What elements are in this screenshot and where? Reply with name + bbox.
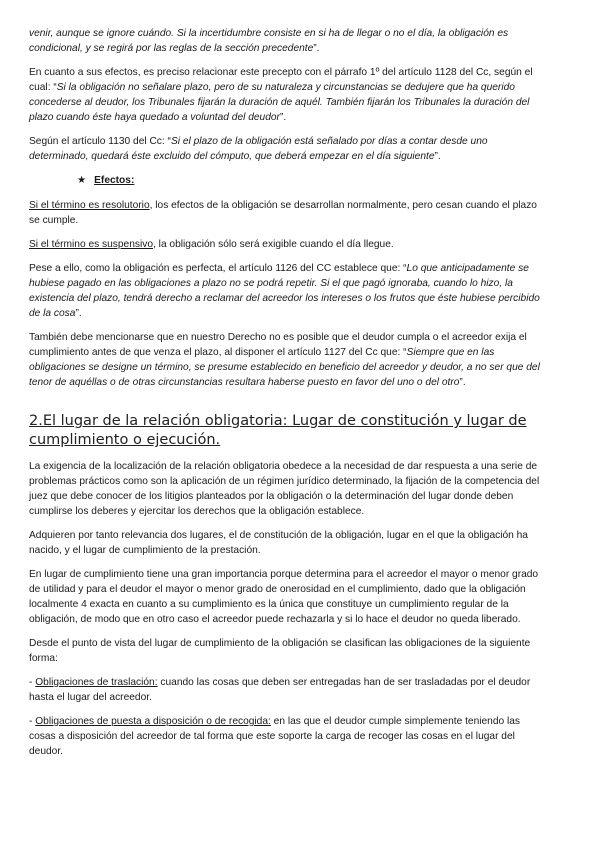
suspensivo-rest: , la obligación sólo será exigible cuando el día llegue. [153,239,394,250]
art1126-end: ”. [75,308,82,319]
suspensivo-paragraph [29,237,548,252]
list-dash: - [29,716,36,727]
clasificacion-paragraph: Desde el punto de vista del lugar de cumplimiento de la obligación se clasifican las obligaciones de la siguiente forma: [29,638,531,664]
efectos-end: ”. [279,112,287,123]
importancia-paragraph: En lugar de cumplimiento tiene una gran importancia porque determina para el acreedor el mayor o menor grado de utilidad y para el deudor el mayor o menor grado de onerosidad en el cumplimiento, dado que la obligación localmente 4 exacta en cuanto a su cumplimiento es la única que constituye un cumplimiento regular de la obligación, de modo que en otro caso el acreedor puede rechazarla y si lo hace el deudor no queda liberado. [29,569,539,625]
art1126-intro: Pese a ello, como la obligación es perfecta, el artículo 1126 del CC establece que: “ [29,263,407,274]
top-paragraph-end: ”. [313,43,320,54]
resolutorio-term: Si el término es resolutorio [29,200,150,211]
recogida-term: Obligaciones de puesta a disposición o de recogida: [35,716,271,727]
art1127-intro: También debe mencionarse que en nuestro Derecho no es posible que el deudor cumpla o el acreedor exija el cumplimiento antes de que venza el plazo, al disponer el artículo 1127 del Cc que: “ [29,332,527,358]
art1127-end: ”. [459,377,466,388]
art1130-intro: Según el artículo 1130 del Cc: “ [29,136,171,147]
efectos-intro: En cuanto a sus efectos, es preciso relacionar este precepto con el párrafo 1º del artículo 1128 del Cc, según el cual: “ [29,67,533,93]
art1127-paragraph [29,330,548,390]
art1126-paragraph [29,261,548,321]
top-paragraph [29,26,548,56]
effects-heading-label: Efectos: [94,175,135,186]
art1130-paragraph [29,134,548,164]
list-item-traslacion [29,675,548,705]
list-item-recogida [29,714,548,759]
section-title: 2.El lugar de la relación obligatoria: Lugar de constitución y lugar de cumplimiento o ejecución. [29,413,527,448]
traslacion-term: Obligaciones de traslación: [35,677,158,688]
list-dash: - [29,677,36,688]
localizacion-paragraph: La exigencia de la localización de la relación obligatoria obedece a la necesidad de dar respuesta a una serie de problemas prácticos como son la aplicación de un régimen jurídico determinado, la fijación de la competencia del juez que debe conocer de los litigios planteados por la obligación o la determinación del lugar donde deben cumplirse los deberes y ejercitar los derechos que la obligación establece. [29,461,540,517]
efectos-quote: Si la obligación no señalare plazo, pero de su naturaleza y circunstancias se dedujere que ha querido concederse al deudor, los Tribunales fijarán la duración de aquél. También fijarán los Tribunales la duración del plazo cuando éste haya quedado a voluntad del deudor [29,82,530,123]
traslacion-rest: cuando las cosas que deben ser entregadas han de ser trasladadas por el deudor hasta el lugar del acreedor. [29,677,531,703]
art1127-quote: Siempre que en las obligaciones se designe un término, se presume establecido en beneficio del acreedor y deudor, a no ser que del tenor de aquéllas o de otras circunstancias resultara haberse puesto en favor del uno o del otro [29,347,540,388]
art1130-quote: Si el plazo de la obligación está señalado por días a contar desde uno determinado, quedará éste excluido del cómputo, que deberá empezar en el día siguiente [29,136,488,162]
top-paragraph-quote: venir, aunque se ignore cuándo. Si la incertidumbre consiste en si ha de llegar o no el día, la obligación es condicional, y se regirá por las reglas de la sección precedente [29,28,509,54]
resolutorio-rest: , los efectos de la obligación se desarrollan normalmente, pero cesan cuando el plazo se cumple. [29,200,537,226]
suspensivo-term: Si el término es suspensivo [29,239,154,250]
recogida-rest: en las que el deudor cumple simplemente teniendo las cosas a disposición del acreedor de tal forma que este soporte la carga de recoger las cosas en el lugar del deudor. [29,716,521,757]
dos-lugares-paragraph: Adquieren por tanto relevancia dos lugares, el de constitución de la obligación, lugar en el que la obligación ha nacido, y el lugar de cumplimiento de la prestación. [29,530,528,556]
star-bullet-icon: ★ [77,175,87,186]
efectos-paragraph [29,65,548,125]
effects-heading [77,173,548,188]
resolutorio-paragraph [29,198,548,228]
art1130-end: ”. [434,151,441,162]
art1126-quote: Lo que anticipadamente se hubiese pagado en las obligaciones a plazo no se podrá repetir. Si el que pagó ignoraba, cuando lo hizo, la existencia del plazo, tendrá derecho a reclamar del acreedor los intereses o los frutos que éste hubiese percibido de la cosa [29,263,540,319]
document-content [29,26,548,768]
